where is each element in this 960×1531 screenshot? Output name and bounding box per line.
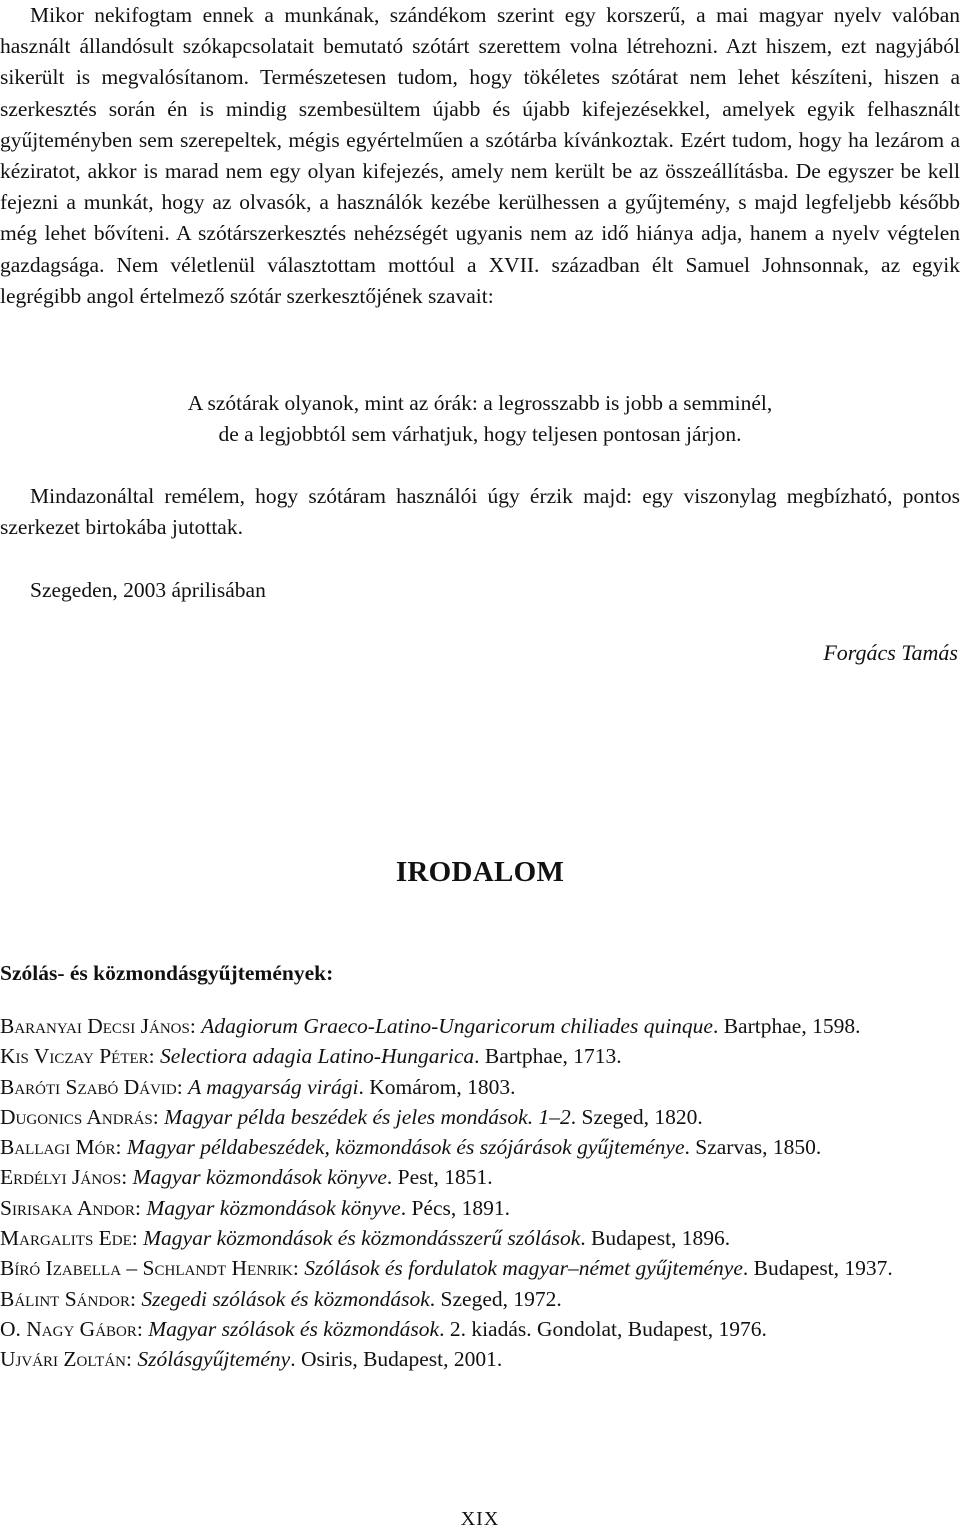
- place-date: Szegeden, 2003 áprilisában: [30, 578, 266, 602]
- entry-author: Dugonics András:: [0, 1104, 159, 1129]
- bibliography-entry: [0, 1072, 960, 1102]
- entry-author: Bíró Izabella – Schlandt Henrik:: [0, 1256, 299, 1281]
- entry-author: Margalits Ede:: [0, 1226, 138, 1251]
- entry-title: Magyar szólások és közmondások: [148, 1316, 440, 1341]
- motto-quote-line-1: A szótárak olyanok, mint az órák: a legrosszabb is jobb a semminél,: [187, 391, 773, 415]
- entry-author: Ujvári Zoltán:: [0, 1347, 132, 1372]
- entry-author: Sirisaka Andor:: [0, 1195, 141, 1220]
- bibliography-entry: [0, 1193, 960, 1223]
- entry-title: Selectiora adagia Latino-Hungarica: [160, 1044, 475, 1069]
- bibliography-entry: [0, 1284, 960, 1314]
- closing-paragraph: Mindazonáltal remélem, hogy szótáram használói úgy érzik majd: egy viszonylag megbízható, pontos szerkezet birtokába jutottak.: [0, 484, 960, 539]
- entry-title: A magyarság virági: [188, 1074, 359, 1099]
- entry-title: Magyar közmondások és közmondásszerű szólások: [143, 1226, 581, 1251]
- entry-publication: . Szarvas, 1850.: [684, 1135, 822, 1160]
- entry-publication: . Komárom, 1803.: [358, 1074, 516, 1099]
- entry-author: Baróti Szabó Dávid:: [0, 1074, 183, 1099]
- entry-publication: . Bartphae, 1598.: [712, 1014, 861, 1038]
- motto-quote-line-2: de a legjobbtól sem várhatjuk, hogy teljesen pontosan járjon.: [218, 422, 742, 446]
- entry-publication: . Pest, 1851.: [386, 1165, 493, 1190]
- entry-author: Ballagi Mór:: [0, 1135, 122, 1160]
- bibliography-entry: [0, 1223, 960, 1253]
- subsection-title: Szólás- és közmondásgyűjtemények:: [0, 961, 334, 985]
- entry-publication: . Osiris, Budapest, 2001.: [290, 1347, 503, 1372]
- entry-author: Baranyai Decsi János:: [0, 1014, 196, 1038]
- entry-title: Szólásgyűjtemény: [137, 1347, 291, 1372]
- entry-title: Szegedi szólások és közmondások: [141, 1286, 430, 1311]
- entry-publication: . Szeged, 1972.: [429, 1286, 562, 1311]
- entry-publication: . 2. kiadás. Gondolat, Budapest, 1976.: [439, 1316, 767, 1341]
- bibliography-entry: [0, 1162, 960, 1192]
- bibliography-entry: [0, 1011, 960, 1041]
- bibliography-entry: [0, 1102, 960, 1132]
- bibliography-list: [0, 1011, 960, 1375]
- bibliography-entry: [0, 1132, 960, 1162]
- author-signature: Forgács Tamás: [823, 640, 958, 665]
- bibliography-entry: [0, 1344, 960, 1374]
- motto-quote: [0, 388, 960, 450]
- bibliography-entry: [0, 1041, 960, 1071]
- bibliography-entry: [0, 1314, 960, 1344]
- entry-publication: . Budapest, 1896.: [580, 1226, 731, 1251]
- entry-publication: . Bartphae, 1713.: [474, 1044, 622, 1069]
- entry-title: Magyar közmondások könyve: [132, 1165, 387, 1190]
- intro-paragraph: Mikor nekifogtam ennek a munkának, szándékom szerint egy korszerű, a mai magyar nyelv valóban használt állandósult szókapcsolatait bemutató szótárt szerettem volna létrehozni. Azt hiszem, ezt nagyjából sikerült is megvalósítanom. Természetesen tudom, hogy tökéletes szótárat nem lehet készíteni, hiszen a szerkesztés során én is mindig szembesültem újabb és újabb kifejezésekkel, amelyek egyik felhasznált gyűjteményben sem szerepeltek, mégis egyértelműen a szótárba kívánkoztak. Ezért tudom, hogy ha lezárom a kéziratot, akkor is marad nem egy olyan kifejezés, amely nem került be az összeállításba. De egyszer be kell fejezni a munkát, hogy az olvasók, a használók kezébe kerülhessen a gyűjtemény, s majd legfeljebb később még lehet bővíteni. A szótárszerkesztés nehézségét ugyanis nem az idő hiánya adja, hanem a nyelv végtelen gazdagsága. Nem véletlenül választottam mottóul a XVII. században élt Samuel Johnsonnak, az egyik legrégibb angol értelmező szótár szerkesztőjének szavait:: [0, 3, 960, 308]
- entry-title: Adagiorum Graeco-Latino-Ungaricorum chiliades quinque: [201, 1014, 713, 1038]
- entry-author: O. Nagy Gábor:: [0, 1316, 143, 1341]
- bibliography-entry: [0, 1253, 960, 1283]
- entry-author: Bálint Sándor:: [0, 1286, 136, 1311]
- entry-author: Kis Viczay Péter:: [0, 1044, 155, 1069]
- entry-title: Magyar példa beszédek és jeles mondások. 1–2: [164, 1104, 571, 1129]
- entry-title: Szólások és fordulatok magyar–német gyűjteménye: [304, 1256, 743, 1281]
- entry-author: Erdélyi János:: [0, 1165, 128, 1190]
- entry-publication: . Pécs, 1891.: [400, 1195, 510, 1220]
- entry-title: Magyar közmondások könyve: [146, 1195, 401, 1220]
- entry-publication: . Szeged, 1820.: [570, 1104, 703, 1129]
- entry-publication: . Budapest, 1937.: [742, 1256, 893, 1281]
- page-number: XIX: [460, 1508, 500, 1530]
- entry-title: Magyar példabeszédek, közmondások és szójárások gyűjteménye: [126, 1135, 685, 1160]
- section-title: IRODALOM: [395, 856, 565, 888]
